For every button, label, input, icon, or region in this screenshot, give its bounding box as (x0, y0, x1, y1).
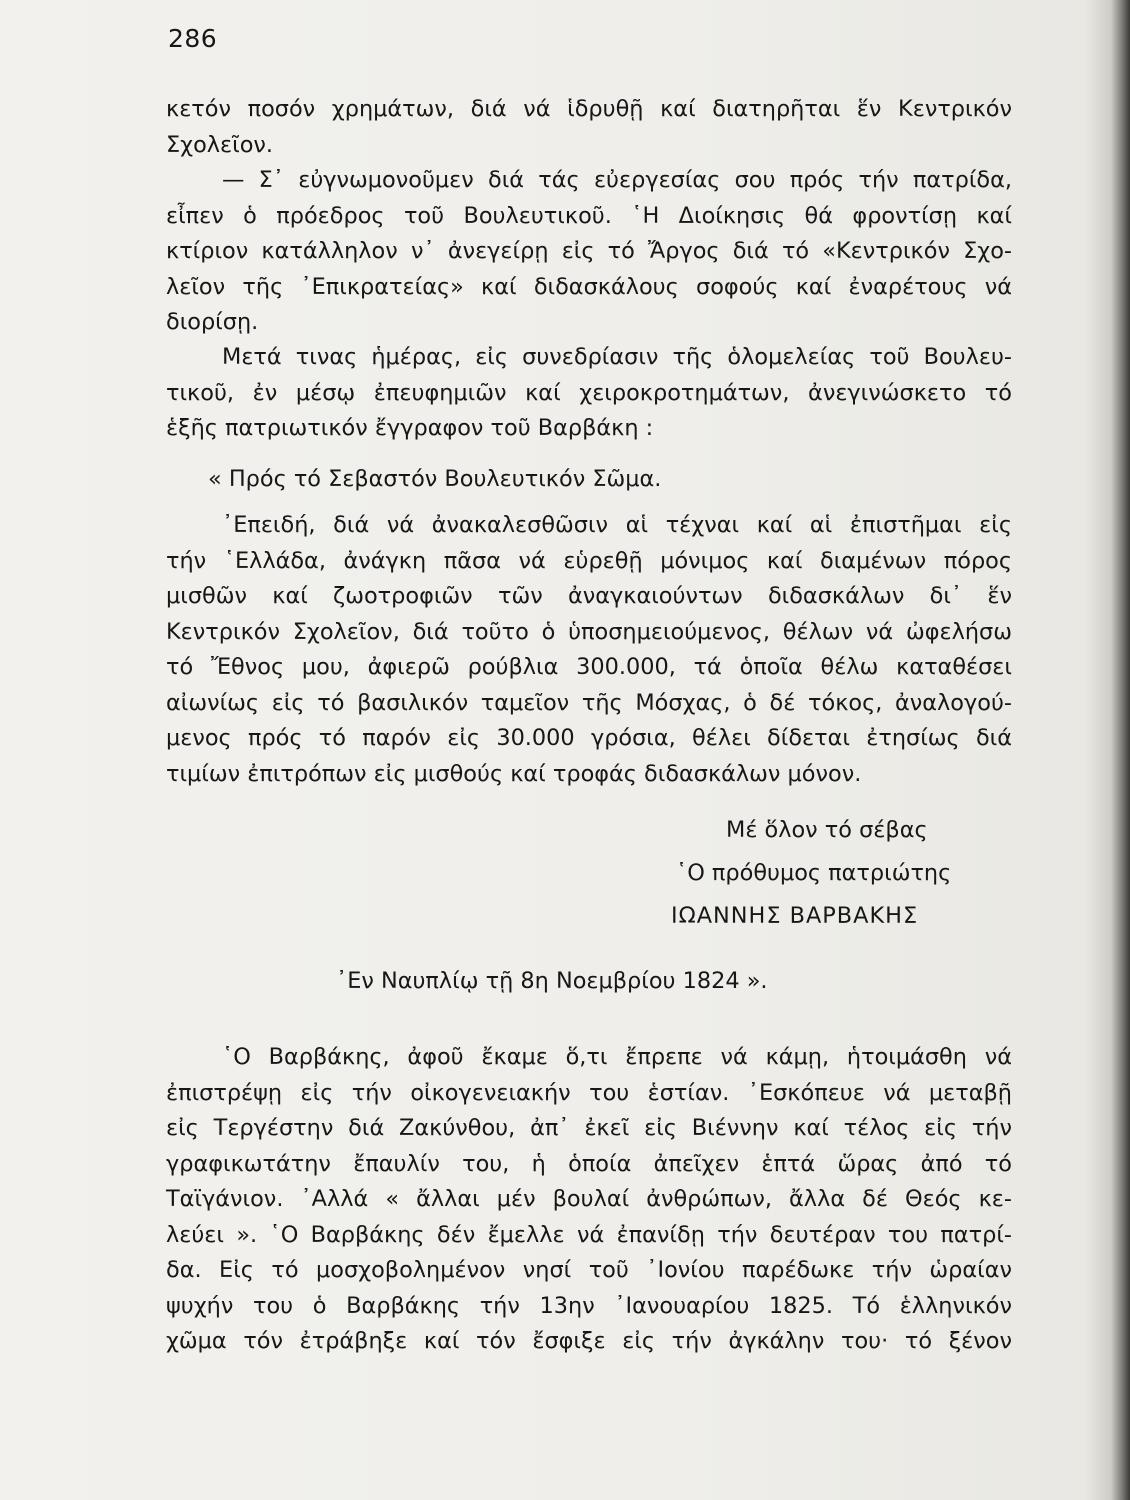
letter-address: « Πρός τό Σεβαστόν Βουλευτικόν Σῶμα. (208, 466, 662, 492)
signature-title: ῾Ο πρόθυμος πατριώτης (676, 860, 952, 886)
text-line: κετόν ποσόν χρημάτων, διά νά ἱδρυθῇ καί διατηρῆται ἕν Κεντρικόν (166, 96, 1012, 122)
text-line: Μετά τινας ἡμέρας, εἰς συνεδρίασιν τῆς ὁλομελείας τοῦ Βουλευ- (222, 344, 1012, 370)
text-line: εἶπεν ὁ πρόεδρος τοῦ Βουλευτικοῦ. ῾Η Διοίκησις θά φροντίσῃ καί (166, 202, 1012, 229)
text-line: μισθῶν καί ζωοτροφιῶν τῶν ἀναγκαιούντων διδασκάλων δι᾽ ἕν (166, 583, 1012, 609)
paragraph-continuation (166, 92, 1012, 128)
text-line: δα. Εἰς τό μοσχοβολημένον νησί τοῦ ᾽Ιονίου παρέδωκε τήν ὡραίαν (166, 1257, 1012, 1283)
signature-closing: Μέ ὅλον τό σέβας (726, 817, 928, 843)
text-line: Κεντρικόν Σχολεῖον, διά τοῦτο ὁ ὑποσημειούμενος, θέλων νά ὠφελήσω (166, 618, 1012, 645)
text-line: ῾Ο Βαρβάκης, ἀφοῦ ἔκαμε ὅ,τι ἔπρεπε νά κάμῃ, ἡτοιμάσθη νά (222, 1044, 1012, 1070)
page-number: 286 (168, 24, 218, 53)
text-line: Ταϊγάνιον. ᾽Αλλά « ἄλλαι μέν βουλαί ἀνθρώπων, ἄλλα δέ Θεός κε- (166, 1186, 1012, 1212)
text-line: Σχολεῖον. (166, 131, 274, 158)
text-line: χῶμα τόν ἐτράβηξε καί τόν ἔσφιξε εἰς τήν ἀγκάλην του· τό ξένον (166, 1328, 1012, 1354)
paragraph-varvakis-death (166, 1040, 1012, 1360)
paragraph-dialogue (166, 163, 1012, 341)
letter-body (166, 508, 1012, 792)
text-line: λεῖον τῆς ᾽Επικρατείας» καί διδασκάλους σοφούς καί ἐναρέτους νά (166, 273, 1012, 300)
text-line: διορίσῃ. (166, 309, 259, 335)
text-line: ἐπιστρέψῃ εἰς τήν οἰκογενειακήν του ἑστίαν. ᾽Εσκόπευε νά μεταβῇ (166, 1079, 1012, 1106)
text-line: ἑξῆς πατριωτικόν ἔγγραφον τοῦ Βαρβάκη : (166, 415, 654, 441)
paragraph-continuation-end (166, 128, 1012, 164)
text-line: — Σ᾽ εὐγνωμονοῦμεν διά τάς εὐεργεσίας σου πρός τήν πατρίδα, (222, 167, 1012, 193)
paragraph-session (166, 340, 1012, 447)
text-line: τό Ἔθνος μου, ἀφιερῶ ρούβλια 300.000, τά ὁποῖα θέλω καταθέσει (166, 654, 1012, 680)
letter-date: ᾽Εν Ναυπλίῳ τῇ 8η Νοεμβρίου 1824 ». (336, 968, 768, 994)
text-line: λεύει ». ῾Ο Βαρβάκης δέν ἔμελλε νά ἐπανίδῃ τήν δευτέραν του πατρί- (166, 1221, 1012, 1248)
signature-name: ΙΩΑΝΝΗΣ ΒΑΡΒΑΚΗΣ (671, 903, 919, 929)
text-line: τήν ῾Ελλάδα, ἀνάγκη πᾶσα νά εὑρεθῇ μόνιμος καί διαμένων πόρος (166, 547, 1012, 574)
text-line: τικοῦ, ἐν μέσῳ ἐπευφημιῶν καί χειροκροτημάτων, ἀνεγινώσκετο τό (166, 379, 1012, 406)
text-line: αἰωνίως εἰς τό βασιλικόν ταμεῖον τῆς Μόσχας, ὁ δέ τόκος, ἀναλογού- (166, 689, 1012, 716)
text-line: τιμίων ἐπιτρόπων εἰς μισθούς καί τροφάς διδασκάλων μόνον. (166, 760, 862, 787)
text-line: γραφικωτάτην ἔπαυλίν του, ἡ ὁποία ἀπεῖχεν ἑπτά ὥρας ἀπό τό (166, 1150, 1012, 1177)
text-line: ᾽Επειδή, διά νά ἀνακαλεσθῶσιν αἱ τέχναι καί αἱ ἐπιστῆμαι εἰς (222, 512, 1012, 538)
text-line: εἰς Τεργέστην διά Ζακύνθου, ἀπ᾽ ἐκεῖ εἰς Βιέννην καί τέλος εἰς τήν (166, 1115, 1012, 1141)
text-line: ψυχήν του ὁ Βαρβάκης τήν 13ην ᾽Ιανουαρίου 1825. Τό ἑλληνικόν (166, 1292, 1012, 1319)
paragraph-group-top (166, 92, 1012, 341)
text-line: κτίριον κατάλληλον ν᾽ ἀνεγείρῃ εἰς τό Ἄργος διά τό «Κεντρικόν Σχο- (166, 238, 1012, 264)
text-line: μενος πρός τό παρόν εἰς 30.000 γρόσια, θέλει δίδεται ἐτησίως διά (166, 725, 1012, 751)
